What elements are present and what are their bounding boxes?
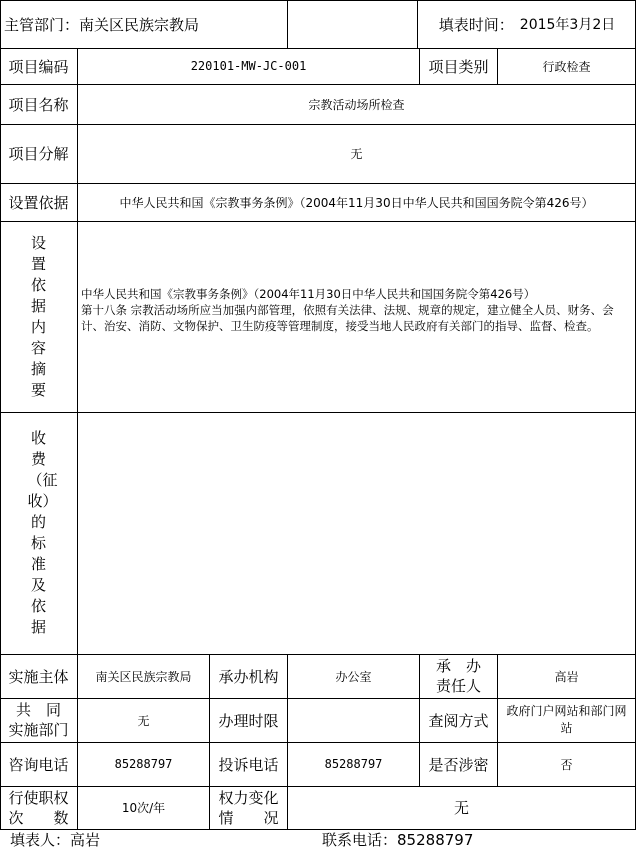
joint-dept-value: 无 <box>137 713 150 728</box>
supervising-dept <box>4 0 287 48</box>
fee-value <box>78 412 635 654</box>
power-change-label <box>210 786 287 829</box>
fee-label-cell <box>0 412 77 654</box>
handling-org-value: 办公室 <box>335 669 372 684</box>
time-limit-value <box>288 698 419 742</box>
project-code-value: 220101-MW-JC-001 <box>190 59 307 73</box>
basis-value: 中华人民共和国《宗教事务条例》（2004年11月30日中华人民共和国国务院令第426号） <box>119 195 594 210</box>
power-frequency-label-line1: 行使职权 <box>8 788 69 807</box>
project-type-label: 项目类别 <box>428 57 489 76</box>
impl-subject-value: 南关区民族宗教局 <box>95 669 192 684</box>
responsible-person-value: 高岩 <box>554 669 579 684</box>
responsible-label-line2: 责任人 <box>435 677 481 695</box>
complaint-phone-value: 85288797 <box>324 757 383 771</box>
basis-label: 设置依据 <box>8 193 69 212</box>
basis-summary-line1: 中华人民共和国《宗教事务条例》（2004年11月30日中华人民共和国国务院令第426号） <box>81 287 536 301</box>
query-method-label: 查阅方式 <box>428 711 489 730</box>
consult-phone-label: 咨询电话 <box>8 755 69 774</box>
grid-line <box>287 0 288 48</box>
query-method-value: 政府门户网站和部门网站 <box>506 704 627 735</box>
joint-dept-label <box>0 698 77 742</box>
consult-phone-value: 85288797 <box>114 757 173 771</box>
contact <box>322 829 622 850</box>
contact-value: 85288797 <box>397 830 474 849</box>
project-name-label: 项目名称 <box>8 95 69 114</box>
filler-value: 高岩 <box>70 831 101 849</box>
fee-label: 收费（征收）的标准及依据 <box>27 429 58 636</box>
basis-summary-line2: 第十八条 宗教活动场所应当加强内部管理，依照有关法律、法规、规章的规定，建立健全人员、财务、会计、治安、消防、文物保护、卫生防疫等管理制度，接受当地人民政府有关部门的指导、监督、检查。 <box>81 303 614 333</box>
basis-summary-label: 设置依据内容摘要 <box>30 233 46 399</box>
label-char: 情 <box>218 808 234 827</box>
basis-summary-label-cell <box>0 221 77 412</box>
label-char: 况 <box>263 808 279 827</box>
project-name-value: 宗教活动场所检查 <box>308 97 405 112</box>
project-type-value: 行政检查 <box>542 59 591 74</box>
date-label: 填表时间： <box>438 15 514 34</box>
grid-line <box>635 0 636 829</box>
contact-label: 联系电话： <box>322 831 398 849</box>
project-breakdown-value: 无 <box>350 147 363 161</box>
project-code-label: 项目编码 <box>8 57 69 76</box>
filler-label: 填表人： <box>10 831 71 849</box>
time-limit-label: 办理时限 <box>218 711 279 730</box>
grid-line <box>0 221 636 222</box>
label-char: 次 <box>8 808 24 827</box>
classified-label: 是否涉密 <box>428 755 489 774</box>
project-breakdown-label: 项目分解 <box>8 145 69 163</box>
complaint-phone-label: 投诉电话 <box>218 755 279 774</box>
power-frequency-label <box>0 786 77 829</box>
dept-value: 南关区民族宗教局 <box>79 15 200 34</box>
fill-date <box>418 0 636 48</box>
joint-dept-label-line1: 共 同 <box>15 701 61 719</box>
joint-dept-label-line2: 实施部门 <box>8 721 69 739</box>
label-char: 数 <box>53 808 69 827</box>
power-change-label-line2 <box>219 808 279 828</box>
basis-summary-text <box>81 286 631 334</box>
power-change-label-line1: 权力变化 <box>218 788 279 807</box>
date-value: 2015年3月2日 <box>519 17 616 33</box>
impl-subject-label: 实施主体 <box>8 667 69 686</box>
power-change-value: 无 <box>453 799 469 817</box>
dept-label: 主管部门： <box>4 15 80 34</box>
power-frequency-value: 10次/年 <box>121 801 166 815</box>
classified-value: 否 <box>560 757 573 772</box>
handling-org-label: 承办机构 <box>218 667 279 686</box>
power-frequency-label-line2 <box>9 808 69 828</box>
responsible-person-label <box>420 654 497 698</box>
filler <box>10 829 260 850</box>
responsible-label-line1: 承 办 <box>435 657 481 675</box>
